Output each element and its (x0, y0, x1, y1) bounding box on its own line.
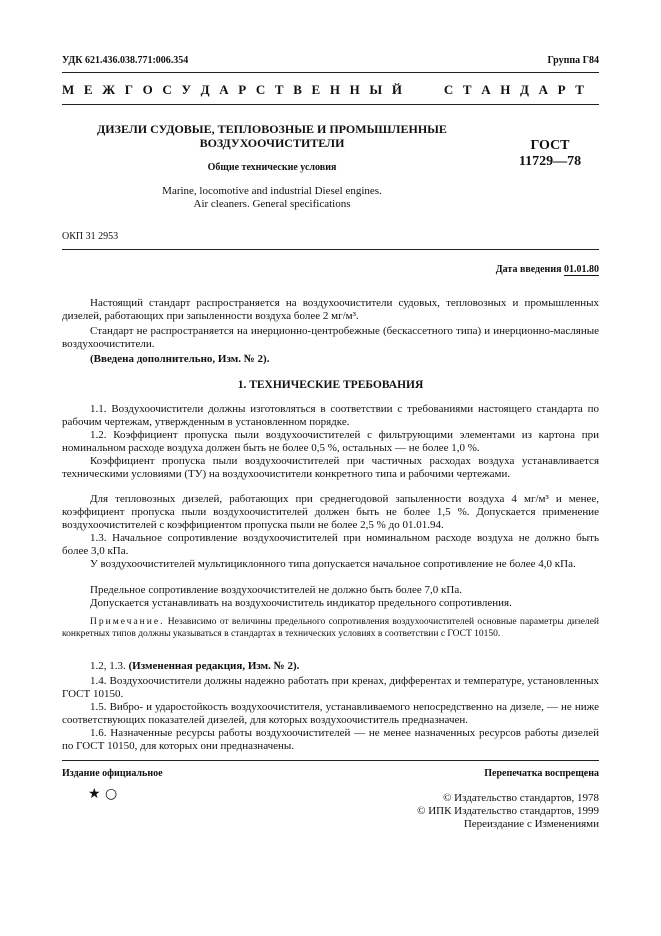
amendment-prefix: 1.2, 1.3. (90, 660, 126, 672)
amendment-1-2-1-3 (62, 660, 599, 673)
reprint-prohibited: Перепечатка воспрещена (484, 768, 599, 779)
clause-1-5: 1.5. Вибро- и ударостойкость воздухоочистителя, устанавливаемого непосредственно на дизеле, — не ниже соответствующих показателей дизелей, для которых воздухоочиститель предназначен. (62, 701, 599, 726)
standard-type: М Е Ж Г О С У Д А Р С Т В Е Н Н Ы Й С Т А Н Д А Р Т (62, 82, 588, 97)
intro-paragraph-2: Стандарт не распространяется на инерционно-центробежные (бескассетного типа) и инерционно-масляные воздухоочистители. (62, 325, 599, 350)
clause-1-3-d: Допускается устанавливать на воздухоочиститель индикатор предельного сопротивления. (90, 597, 512, 609)
intro-date-label: Дата введения (495, 264, 562, 275)
gost-number: 11729—78 (518, 154, 582, 169)
section-1-heading: 1. ТЕХНИЧЕСКИЕ ТРЕБОВАНИЯ (237, 379, 424, 391)
title-en-line1: Marine, locomotive and industrial Diesel engines. (162, 185, 382, 197)
header-rule-bottom (62, 104, 599, 105)
clause-1-3-b: У воздухоочистителей мультициклонного типа допускается начальное сопротивление не более 4,0 кПа. (90, 558, 576, 570)
title-ru-line2: ВОЗДУХООЧИСТИТЕЛИ (199, 136, 345, 150)
gost-label: ГОСТ (530, 138, 570, 153)
official-edition: Издание официальное (62, 768, 163, 779)
header-rule-top (62, 72, 599, 73)
intro-date (496, 264, 599, 276)
title-en-line2: Air cleaners. General specifications (193, 198, 351, 210)
intro-paragraph-1: Настоящий стандарт распространяется на воздухоочистители судовых, тепловозных и промышленных дизелей, работающих при запыленности воздуха более 2 мг/м³. (62, 297, 599, 322)
footer-rule (62, 760, 599, 761)
note-text: Независимо от величины предельного сопротивления воздухоочистителей основные параметры дизелей конкретных типов должны указываться в стандартах в технических условиях в соответствии с ГОСТ 10150. (62, 617, 599, 639)
edition-symbols: ★ ○ (88, 786, 118, 802)
clause-1-4: 1.4. Воздухоочистители должны надежно работать при кренах, дифферентах и температуре, установленных ГОСТ 10150. (62, 675, 599, 700)
title-rule (62, 249, 599, 250)
clause-1-3: 1.3. Начальное сопротивление воздухоочистителей при номинальном расходе воздуха не должно быть более 3,0 кПа. (62, 532, 599, 557)
note-label: Примечание. (90, 617, 165, 627)
title-ru-line1: ДИЗЕЛИ СУДОВЫЕ, ТЕПЛОВОЗНЫЕ И ПРОМЫШЛЕННЫЕ (97, 122, 447, 136)
amendment-text: (Измененная редакция, Изм. № 2). (128, 660, 300, 672)
clause-1-2-c: Для тепловозных дизелей, работающих при среднегодовой запыленности воздуха 4 мг/м³ и менее, коэффициент пропуска пыли воздухоочистителей должен быть не более 1,5 %. Допускается применение воздухоочистителей с коэффициентом пропуска пыли не более 2,5 % до 01.01.94. (62, 493, 599, 531)
intro-date-value: 01.01.80 (564, 264, 599, 275)
title-ru-subtitle: Общие технические условия (207, 162, 337, 173)
clause-1-6: 1.6. Назначенные ресурсы работы воздухоочистителей — не менее назначенных ресурсов работы дизелей по ГОСТ 10150, для которых они предназначены. (62, 727, 599, 752)
clause-1-2: 1.2. Коэффициент пропуска пыли воздухоочистителей с фильтрующими элементами из картона при номинальном расходе воздуха должен быть не более 0,5 %, остальных — не более 1,0 %. (62, 429, 599, 454)
clause-1-3-c: Предельное сопротивление воздухоочистителей не должно быть более 7,0 кПа. (90, 584, 462, 596)
okp-code: ОКП 31 2953 (62, 231, 119, 242)
udk-code: УДК 621.436.038.771:006.354 (62, 55, 189, 66)
copyright-1978: © Издательство стандартов, 1978 (443, 792, 599, 804)
group-code: Группа Г84 (547, 55, 599, 66)
intro-amendment: (Введена дополнительно, Изм. № 2). (90, 353, 270, 365)
copyright-1999: © ИПК Издательство стандартов, 1999 (417, 805, 599, 817)
clause-1-1: 1.1. Воздухоочистители должны изготовляться в соответствии с требованиями настоящего стандарта по рабочим чертежам, утвержденным в установленном порядке. (62, 403, 599, 428)
clause-1-2-b: Коэффициент пропуска пыли воздухоочистителей при частичных расходах воздуха устанавливается техническими условиями (ТУ) на воздухоочистители конкретного типа и рабочими чертежами. (62, 455, 599, 480)
note-block (62, 616, 599, 640)
reissue-note: Переиздание с Изменениями (463, 818, 599, 830)
